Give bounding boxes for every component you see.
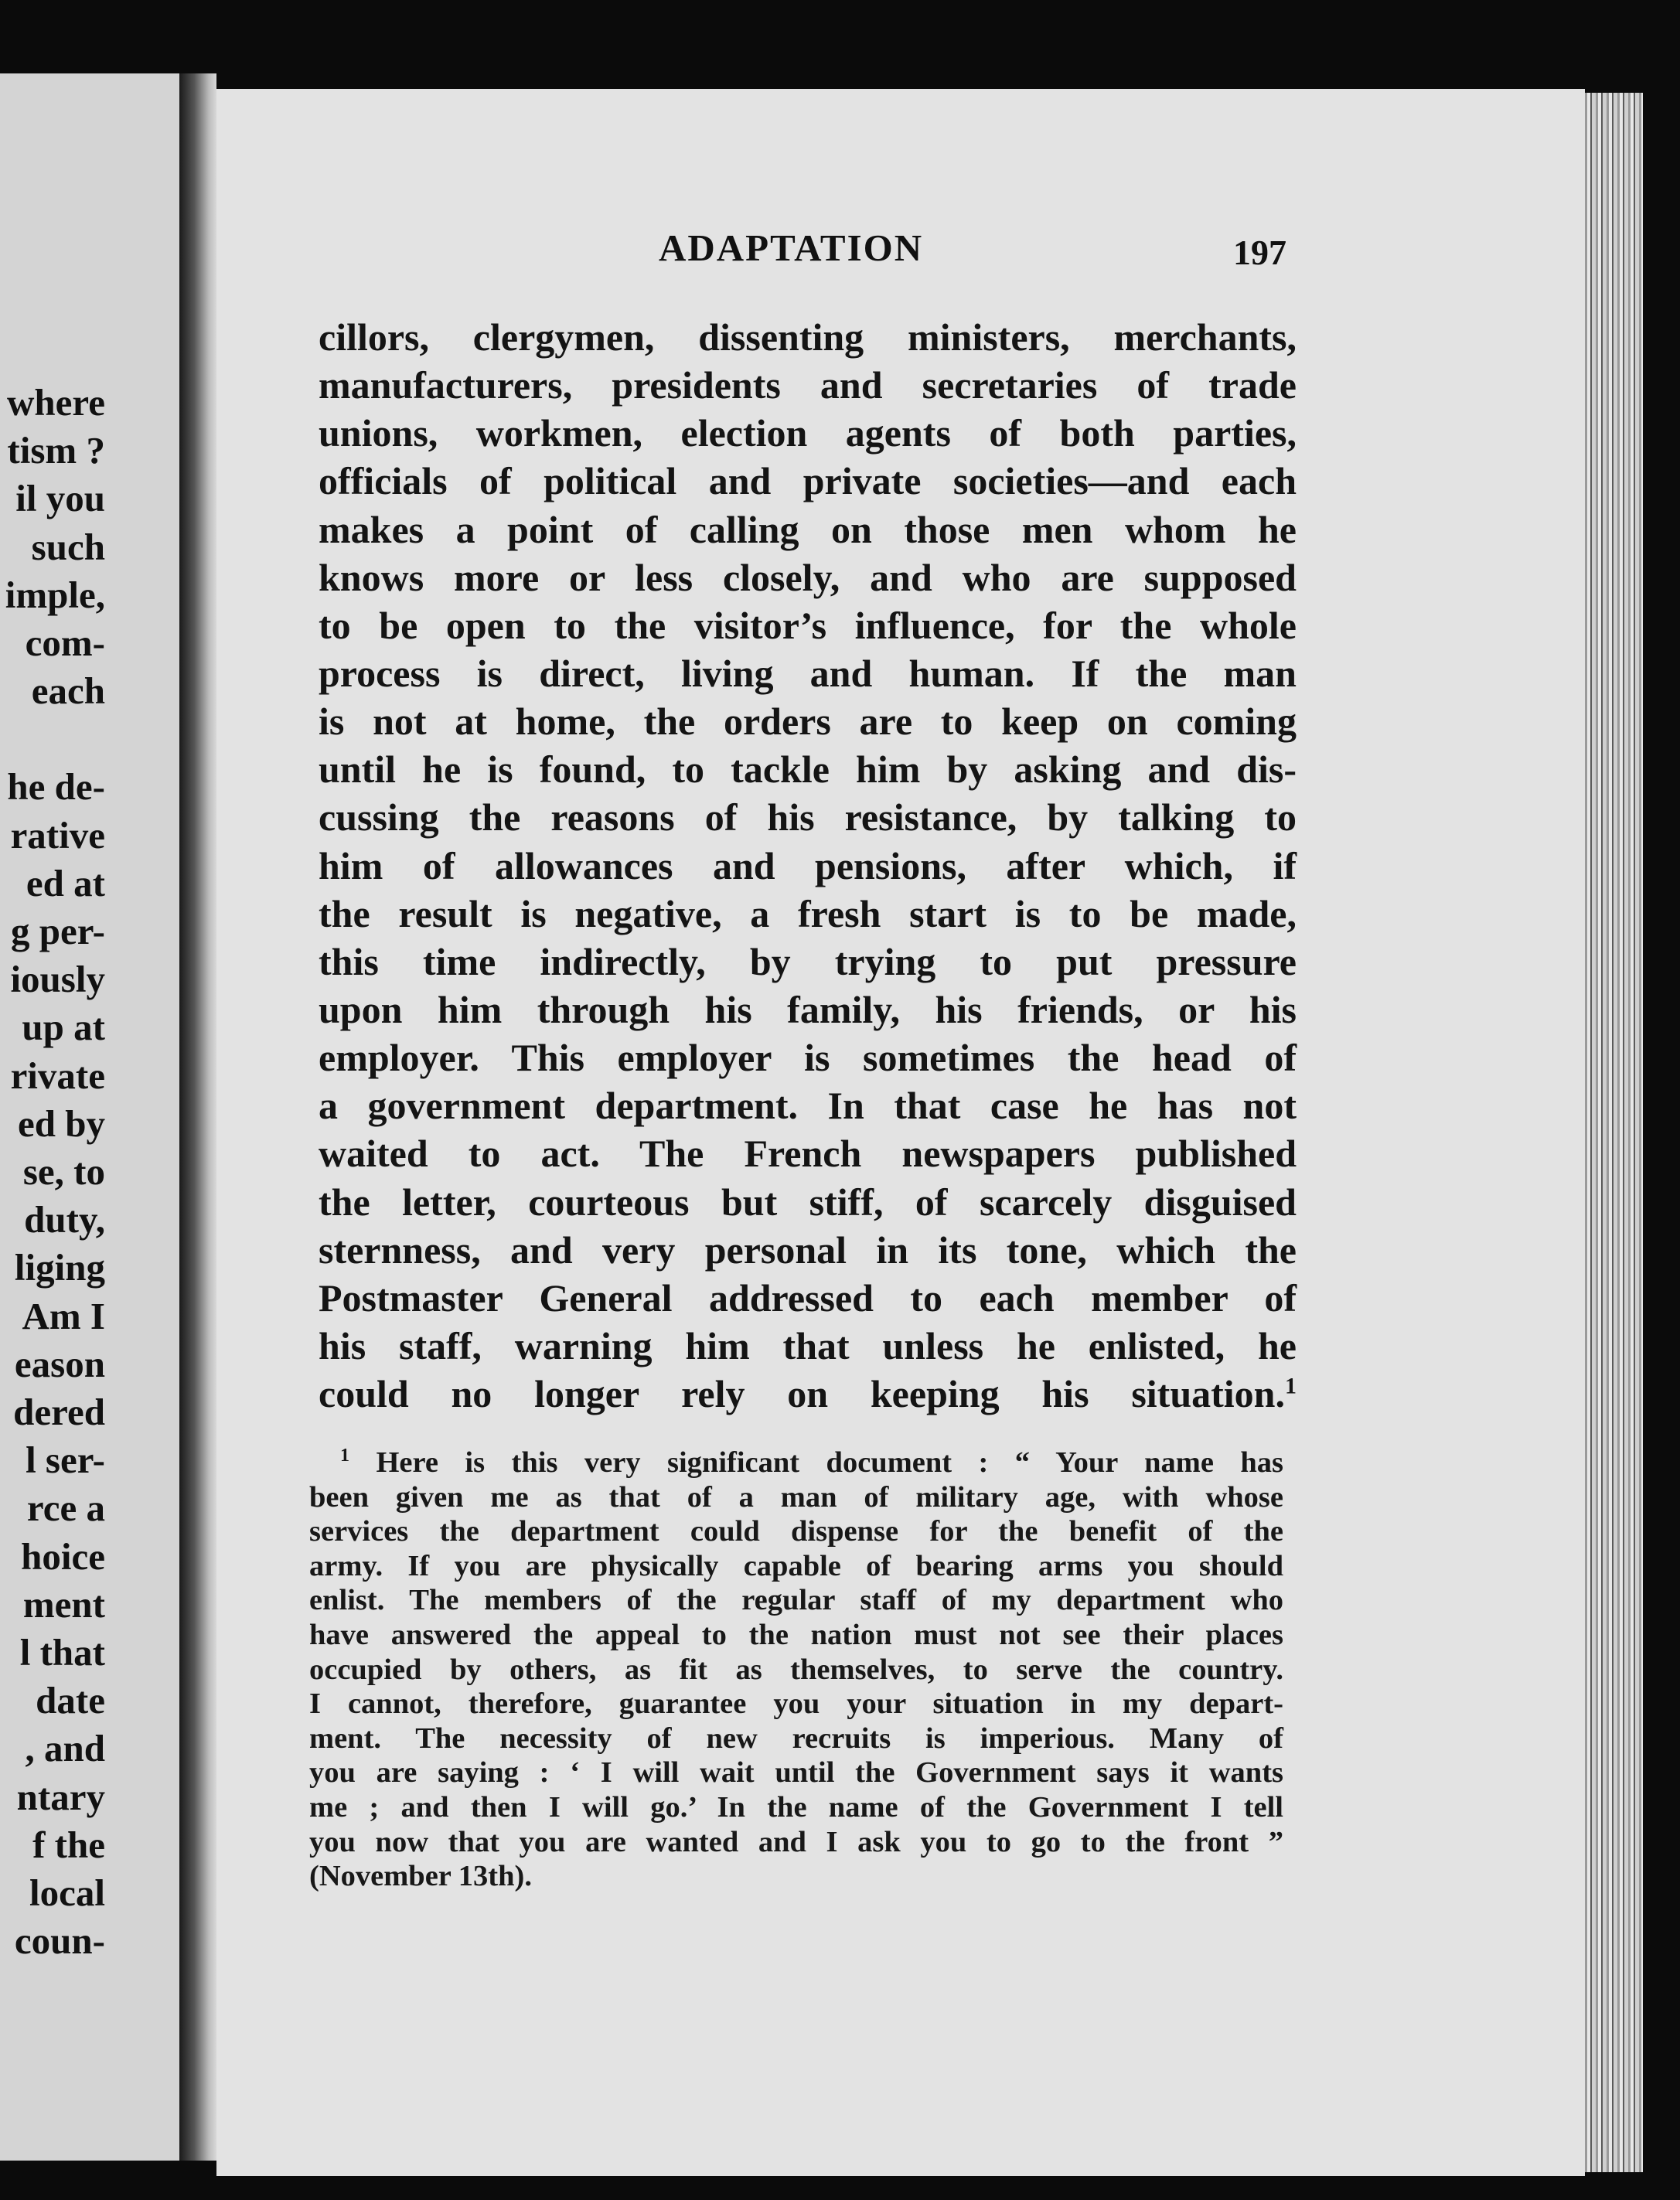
body-line <box>319 1081 1297 1129</box>
body-line-text: sternness, and very personal in its tone, which the <box>319 1228 1297 1272</box>
footnote-line <box>309 1514 1283 1549</box>
left-page-line <box>0 715 105 763</box>
body-line <box>319 1178 1297 1226</box>
footnote <box>309 1446 1283 1894</box>
footnote-line-text: occupied by others, as fit as themselves, to serve the country. <box>309 1653 1283 1686</box>
footnote-line <box>309 1825 1283 1860</box>
body-line <box>319 506 1297 553</box>
body-line <box>319 745 1297 793</box>
footnote-line-text: services the department could dispense for the benefit of the <box>309 1515 1283 1548</box>
body-text <box>319 313 1297 1418</box>
body-line <box>319 842 1297 890</box>
body-line <box>319 1322 1297 1370</box>
body-line <box>319 938 1297 986</box>
left-page-line: tism ? <box>7 429 105 472</box>
body-line-text: the letter, courteous but stiff, of scarcely disguised <box>319 1180 1297 1224</box>
body-line <box>319 457 1297 505</box>
footnote-line-text: have answered the appeal to the nation must not see their places <box>309 1618 1283 1651</box>
left-page-line: , and <box>25 1727 105 1770</box>
body-line-text: cussing the reasons of his resistance, by talking to <box>319 795 1297 839</box>
body-line-text: waited to act. The French newspapers published <box>319 1132 1297 1176</box>
left-page-line: up at <box>22 1006 105 1049</box>
body-line-text: process is direct, living and human. If the man <box>319 651 1297 695</box>
left-page-line: imple, <box>5 573 105 616</box>
left-page-line: rivate <box>10 1054 105 1097</box>
footnote-line <box>309 1480 1283 1515</box>
body-line-text: to be open to the visitor’s influence, for the whole <box>319 603 1297 647</box>
left-page-line: rce a <box>26 1487 105 1530</box>
body-line <box>319 1370 1297 1418</box>
footnote-line-text: you are saying : ‘ I will wait until the Government says it wants <box>309 1756 1283 1790</box>
left-page-line: duty, <box>24 1198 105 1241</box>
left-page-line: date <box>36 1679 105 1722</box>
body-line-text: until he is found, to tackle him by asking and dis- <box>319 748 1297 792</box>
left-page-line: rative <box>10 813 105 857</box>
left-page-line: iously <box>10 958 105 1001</box>
left-page-line: il you <box>15 477 105 520</box>
left-page-line: liging <box>14 1246 105 1289</box>
body-line-text: this time indirectly, by trying to put pressure <box>319 939 1297 983</box>
body-line-text: officials of political and private societies—and each <box>319 459 1297 503</box>
body-line-text: is not at home, the orders are to keep on coming <box>319 700 1297 744</box>
body-line <box>319 601 1297 649</box>
footnote-line <box>309 1653 1283 1687</box>
body-line-text: his staff, warning him that unless he enlisted, he <box>319 1323 1297 1367</box>
left-page-line: local <box>29 1871 105 1915</box>
footnote-line-text: Here is this very significant document : “ Your name has <box>376 1446 1284 1479</box>
left-page <box>0 73 186 2161</box>
body-line <box>319 553 1297 601</box>
left-page-line: each <box>31 669 105 713</box>
left-page-line: se, to <box>22 1150 105 1194</box>
body-line-text: him of allowances and pensions, after which, if <box>319 843 1297 887</box>
left-page-line: f the <box>32 1823 105 1866</box>
left-page-line: dered <box>13 1391 105 1434</box>
left-page-line: com- <box>25 622 105 665</box>
body-line-text: upon him through his family, his friends, or his <box>319 987 1297 1031</box>
footnote-line-text: (November 13th). <box>309 1860 532 1893</box>
left-page-line: ntary <box>16 1775 105 1818</box>
footnote-line-text: ment. The necessity of new recruits is imperious. Many of <box>309 1722 1283 1755</box>
body-line-text: makes a point of calling on those men whom he <box>319 507 1297 551</box>
body-line <box>319 313 1297 361</box>
left-page-text <box>0 379 105 1966</box>
left-page-line: eason <box>14 1342 105 1385</box>
body-line <box>319 986 1297 1034</box>
footnote-line <box>309 1722 1283 1756</box>
page-edges <box>1585 93 1643 2172</box>
running-head-title: ADAPTATION <box>659 226 924 269</box>
body-line <box>319 1034 1297 1081</box>
left-page-line: ed by <box>17 1102 105 1145</box>
body-line <box>319 1129 1297 1177</box>
body-line <box>319 361 1297 409</box>
body-line <box>319 890 1297 938</box>
body-line-text: a government department. In that case he has not <box>319 1084 1297 1128</box>
footnote-line <box>309 1446 1283 1480</box>
footnote-line <box>309 1583 1283 1618</box>
body-line-text: the result is negative, a fresh start is to be made, <box>319 891 1297 935</box>
footnote-line-text: army. If you are physically capable of bearing arms you should <box>309 1549 1283 1582</box>
left-page-line: coun- <box>14 1919 105 1963</box>
footnote-line <box>309 1618 1283 1653</box>
left-page-line: Am I <box>22 1294 105 1337</box>
body-line-text: knows more or less closely, and who are supposed <box>319 555 1297 599</box>
body-line <box>319 1226 1297 1274</box>
footnote-reference[interactable]: 1 <box>1285 1373 1297 1399</box>
footnote-line-text: you now that you are wanted and I ask you to go to the front ” <box>309 1825 1283 1858</box>
body-line-text: cillors, clergymen, dissenting ministers, merchants, <box>319 315 1297 359</box>
left-page-line: ed at <box>26 861 105 904</box>
left-page-line: ment <box>22 1582 105 1626</box>
footnote-line-text: been given me as that of a man of military age, with whose <box>309 1480 1283 1514</box>
body-line-text: unions, workmen, election agents of both parties, <box>319 411 1297 455</box>
footnote-line-text: me ; and then I will go.’ In the name of the Government I tell <box>309 1790 1283 1824</box>
book-gutter <box>179 73 216 2161</box>
body-line <box>319 409 1297 457</box>
body-line <box>319 697 1297 745</box>
footnote-line <box>309 1859 1283 1894</box>
body-line-text: employer. This employer is sometimes the head of <box>319 1036 1297 1080</box>
left-page-line: l ser- <box>26 1439 105 1482</box>
left-page-line: where <box>7 381 105 424</box>
footnote-line <box>309 1687 1283 1722</box>
page-number: 197 <box>1233 233 1286 272</box>
footnote-line <box>309 1790 1283 1825</box>
left-page-line: l that <box>19 1631 105 1674</box>
body-line <box>319 649 1297 697</box>
body-line <box>319 1274 1297 1322</box>
left-page-line: g per- <box>11 910 105 953</box>
body-line-text: could no longer rely on keeping his situation. <box>319 1372 1285 1416</box>
body-line-text: manufacturers, presidents and secretaries of trade <box>319 363 1297 407</box>
footnote-line-text: enlist. The members of the regular staff of my department who <box>309 1584 1283 1617</box>
body-line-text: Postmaster General addressed to each member of <box>319 1275 1297 1320</box>
footnote-line <box>309 1756 1283 1790</box>
footnote-line-text: I cannot, therefore, guarantee you your situation in my depart- <box>309 1687 1283 1721</box>
left-page-line: such <box>31 525 105 568</box>
left-page-line: hoice <box>21 1534 105 1578</box>
footnote-number: 1 <box>340 1446 349 1466</box>
footnote-line <box>309 1549 1283 1584</box>
body-line <box>319 793 1297 841</box>
left-page-line: he de- <box>7 765 105 809</box>
